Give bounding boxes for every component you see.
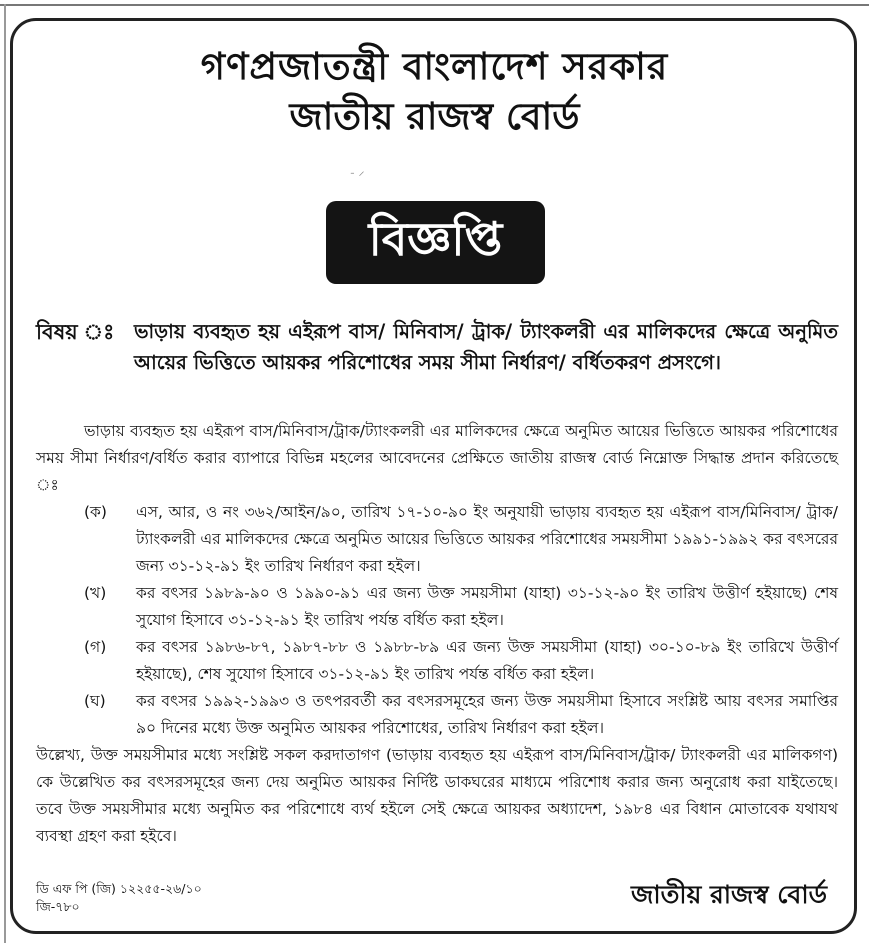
item-text: কর বৎসর ১৯৮৬-৮৭, ১৯৮৭-৮৮ ও ১৯৮৮-৮৯ এর জন্য উক্ত সময়সীমা (যাহা) ৩০-১০-৮৯ ইং তারিখে উত্তীর্ণ হইয়াছে), শেষ সুযোগ হিসাবে ৩১-১২-৯১ ইং তারিখ পর্যন্ত বর্ধিত করা হইল। <box>136 638 838 683</box>
list-item <box>36 688 838 742</box>
item-marker: (ঘ) <box>84 692 106 710</box>
notice-header <box>0 44 869 144</box>
notice-label: বিজ্ঞপ্তি <box>368 211 503 266</box>
item-marker: (ক) <box>84 503 107 521</box>
signature: জাতীয় রাজস্ব বোর্ড <box>631 880 827 909</box>
item-marker: (গ) <box>84 638 107 656</box>
subject-text: ভাড়ায় ব্যবহৃত হয় এইরূপ বাস/ মিনিবাস/ ট্রাক/ ট্যাংকলরী এর মালিকদের ক্ষেত্রে অনুমিত আয়ের ভিত্তিতে আয়কর পরিশোধের সময় সীমা নির্ধারণ/ বর্ধিতকরণ প্রসংগে। <box>134 320 838 374</box>
item-marker: (খ) <box>84 584 107 602</box>
intro-paragraph: ভাড়ায় ব্যবহৃত হয় এইরূপ বাস/মিনিবাস/ট্রাক/ট্যাংকলরী এর মালিকদের ক্ষেত্রে অনুমিত আয়ের ভিত্তিতে আয়কর পরিশোধের সময় সীমা নির্ধারণ/বর্ধিত করার ব্যাপারে বিভিন্ন মহলের আবেদনের প্রেক্ষিতে জাতীয় রাজস্ব বোর্ড নিম্নোক্ত সিদ্ধান্ত প্রদান করিতেছে ঃ <box>36 422 838 494</box>
item-text: কর বৎসর ১৯৯২-১৯৯৩ ও তৎপরবর্তী কর বৎসরসমূহের জন্য উক্ত সময়সীমা হিসাবে সংশ্লিষ্ট আয় বৎসর সমাপ্তির ৯০ দিনের মধ্যে উক্ত অনুমিত আয়কর পরিশোধের, তারিখ নির্ধারণ করা হইল। <box>136 692 838 737</box>
board-title: জাতীয় রাজস্ব বোর্ড <box>289 95 580 138</box>
reference-line-1: ডি এফ পি (জি) ১২২৫৫-২৬/১০ <box>36 881 202 896</box>
item-text: কর বৎসর ১৯৮৯-৯০ ও ১৯৯০-৯১ এর জন্য উক্ত সময়সীমা (যাহা) ৩১-১২-৯০ ইং তারিখ উত্তীর্ণ হইয়াছে) শেষ সুযোগ হিসাবে ৩১-১২-৯১ ইং তারিখ পর্যন্ত বর্ধিত করা হইল। <box>136 584 838 629</box>
notice-body <box>36 418 838 850</box>
list-item <box>36 499 838 580</box>
reference-line-2: জি-৭৮০ <box>36 899 80 914</box>
note-paragraph: উল্লেখ্য, উক্ত সময়সীমার মধ্যে সংশ্লিষ্ট সকল করদাতাগণ (ভাড়ায় ব্যবহৃত হয় এইরূপ বাস/মিনিবাস/ট্রাক/ ট্যাংকলরী এর মালিকগণ) কে উল্লেখিত কর বৎসরসমূহের জন্য দেয় অনুমিত আয়কর নির্দিষ্ট ডাকঘরের মাধ্যমে পরিশোধ করার জন্য অনুরোধ করা যাইতেছে। তবে উক্ত সময়সীমার মধ্যে অনুমিত কর পরিশোধে ব্যর্থ হইলে সেই ক্ষেত্রে আয়কর অধ্যাদেশ, ১৯৮৪ এর বিধান মোতাবেক যথাযথ ব্যবস্থা গ্রহণ করা হইবে। <box>36 746 838 845</box>
top-border-line <box>0 4 869 6</box>
reference-code <box>36 880 202 916</box>
subject-label: বিষয় ঃ <box>36 320 115 344</box>
print-speck: ᐨ ⸍ <box>350 169 365 183</box>
list-item <box>36 580 838 634</box>
left-border-line <box>4 4 6 943</box>
list-item <box>36 634 838 688</box>
government-title: গণপ্রজাতন্ত্রী বাংলাদেশ সরকার <box>200 45 669 88</box>
item-text: এস, আর, ও নং ৩৬২/আইন/৯০, তারিখ ১৭-১০-৯০ ইং অনুযায়ী ভাড়ায় ব্যবহৃত হয় এইরূপ বাস/মিনিবাস/ ট্রাক/ট্যাংকলরী এর মালিকদের ক্ষেত্রে অনুমিত আয়ের ভিত্তিতে আয়কর পরিশোধের সময়সীমা ১৯৯১-১৯৯২ কর বৎসরের জন্য ৩১-১২-৯১ ইং তারিখ নির্ধারণ করা হইল। <box>136 503 838 575</box>
notice-label-box <box>326 201 545 284</box>
